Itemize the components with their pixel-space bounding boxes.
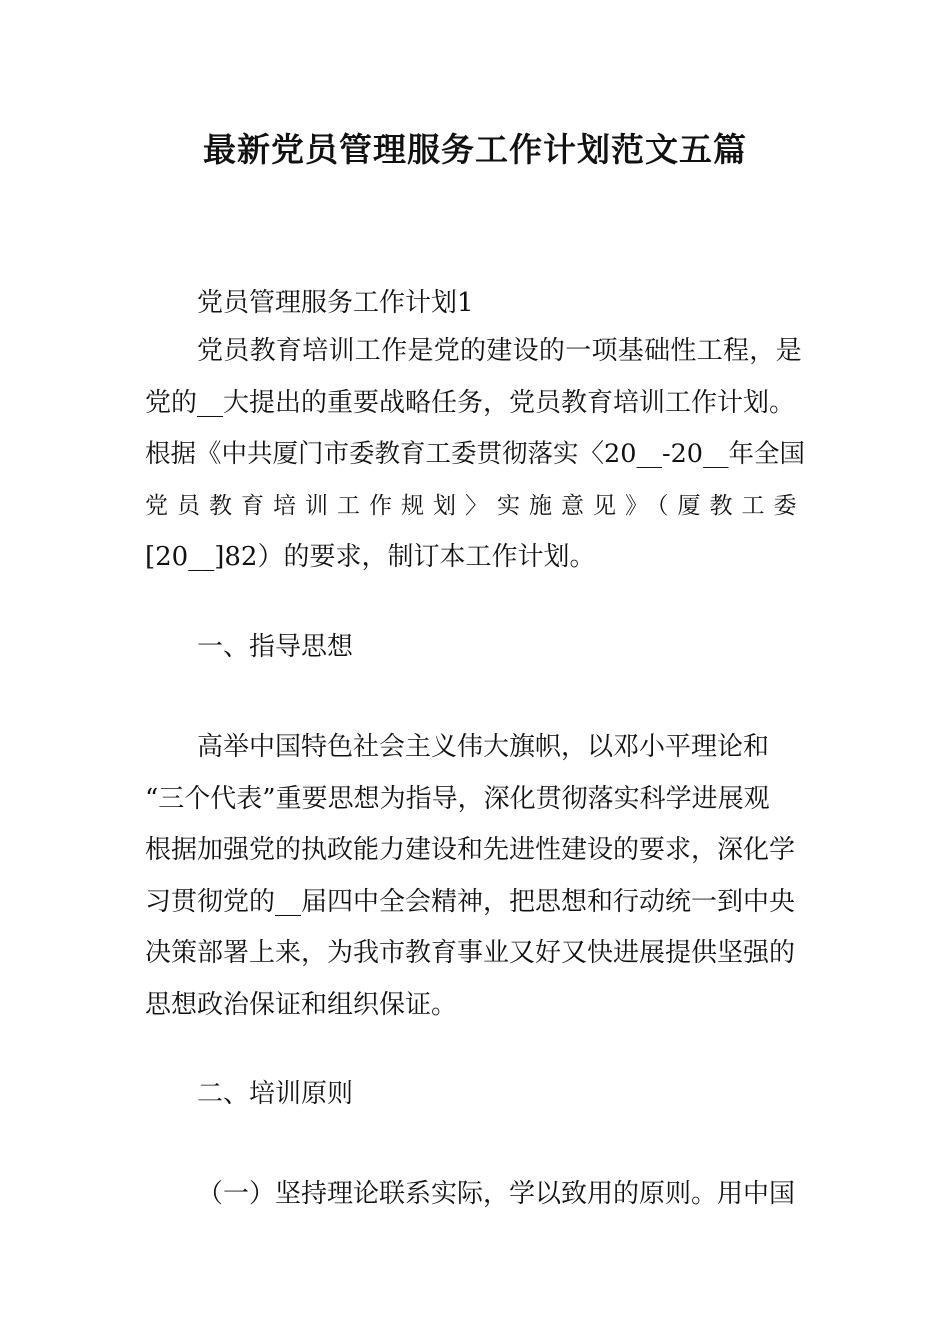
paragraph-3 [145,1169,807,1221]
paragraph-2-line: 决策部署上来，为我市教育事业又好又快进展提供坚强的 [145,938,796,968]
paragraph-2-line: “三个代表”重要思想为指导，深化贯彻落实科学进展观 [145,783,770,814]
paragraph-2 [145,722,807,1031]
paragraph-1-line: 党的__大提出的重要战略任务，党员教育培训工作计划。 [145,387,796,418]
paragraph-2-line: 思想政治保证和组织保证。 [145,989,458,1020]
paragraph-1-line: 根据《中共厦门市委教育工委贯彻落实〈20__-20__年全国 [145,439,806,469]
paragraph-1-line: 党员教育培训工作是党的建设的一项基础性工程，是 [197,336,802,366]
paragraph-1-line: [20__]82）的要求，制订本工作计划。 [145,542,596,572]
heading-training-principles: 二、培训原则 [197,1079,354,1109]
paragraph-2-line: 高举中国特色社会主义伟大旗帜，以邓小平理论和 [197,732,770,762]
heading-guiding-ideology: 一、指导思想 [197,632,354,662]
paragraph-2-line: 根据加强党的执政能力建设和先进性建设的要求，深化学 [145,835,796,865]
paragraph-3-line: （一）坚持理论联系实际，学以致用的原则。用中国 [197,1179,796,1209]
paragraph-1 [145,326,807,584]
document-title: 最新党员管理服务工作计划范文五篇 [203,130,747,169]
section-title: 党员管理服务工作计划1 [197,288,474,318]
paragraph-1-line: 党员教育培训工作规划〉实施意见》（厦教工委 [145,492,806,519]
paragraph-2-line: 习贯彻党的__届四中全会精神，把思想和行动统一到中央 [145,886,796,917]
